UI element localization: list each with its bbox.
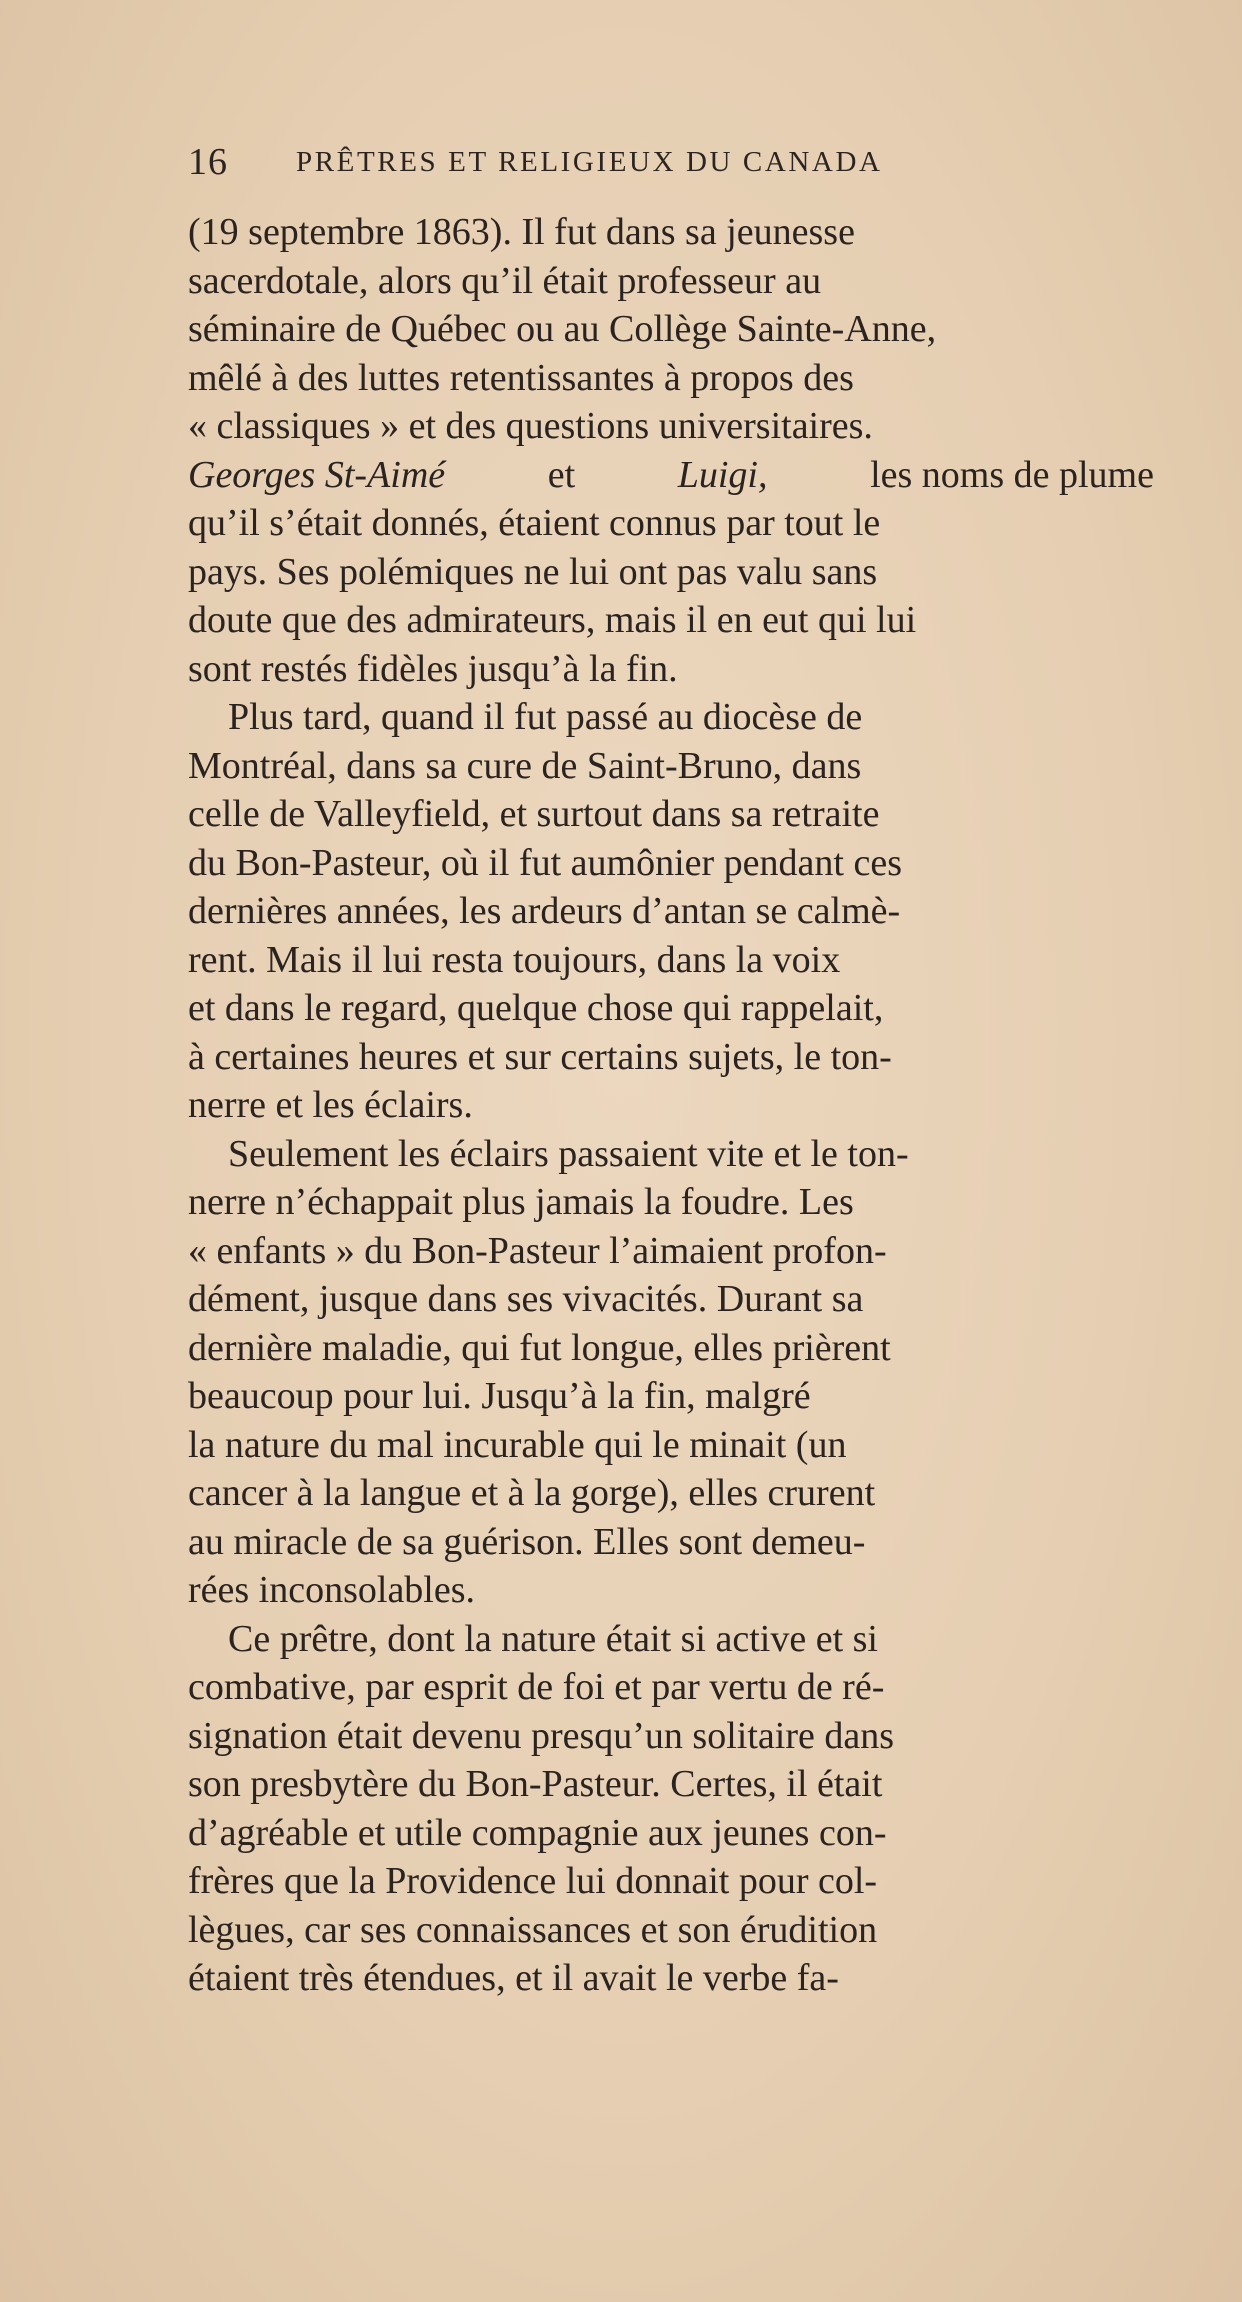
text-line: nerre n’échappait plus jamais la foudre. Les	[188, 1181, 854, 1223]
text-line: nerre et les éclairs.	[188, 1084, 473, 1126]
text-line: au miracle de sa guérison. Elles sont demeu-	[188, 1520, 866, 1563]
text-line: la nature du mal incurable qui le minait (un	[188, 1423, 847, 1466]
text-line: frères que la Providence lui donnait pour col-	[188, 1860, 878, 1902]
text-line: dernières années, les ardeurs d’antan se calmè-	[188, 890, 901, 932]
text-line: qu’il s’était donnés, étaient connus par tout le	[188, 502, 881, 544]
text-line: Seulement les éclairs passaient vite et le ton-	[228, 1132, 909, 1175]
text-line: « classiques » et des questions universitaires.	[188, 405, 873, 447]
text-line: doute que des admirateurs, mais il en eut qui lui	[188, 599, 917, 641]
body-text	[188, 208, 1154, 2003]
text-line: mêlé à des luttes retentissantes à propos des	[188, 356, 854, 399]
running-title: PRÊTRES ET RELIGIEUX DU CANADA	[296, 146, 883, 178]
page-header	[188, 140, 1048, 190]
text-line: rent. Mais il lui resta toujours, dans la voix	[188, 938, 841, 981]
text-line: sont restés fidèles jusqu’à la fin.	[188, 647, 678, 690]
text-line: Montréal, dans sa cure de Saint-Bruno, dans	[188, 744, 862, 787]
italic-pen-name: Luigi,	[677, 453, 768, 496]
text-line: « enfants » du Bon-Pasteur l’aimaient profon-	[188, 1229, 887, 1272]
text-line: lègues, car ses connaissances et son érudition	[188, 1908, 878, 1951]
text-line: dernière maladie, qui fut longue, elles prièrent	[188, 1326, 891, 1369]
paragraph-3	[188, 1130, 1154, 1615]
page-number: 16	[188, 141, 228, 183]
paragraph-2	[188, 693, 1154, 1130]
text-line: cancer à la langue et à la gorge), elles crurent	[188, 1472, 876, 1514]
text-line: dément, jusque dans ses vivacités. Durant sa	[188, 1278, 864, 1320]
text-line: pays. Ses polémiques ne lui ont pas valu sans	[188, 550, 878, 593]
paragraph-4	[188, 1615, 1154, 2003]
paragraph-1	[188, 208, 1154, 693]
text-line: rées inconsolables.	[188, 1569, 476, 1611]
text-line: Ce prêtre, dont la nature était si active et si	[228, 1617, 878, 1660]
text-line: séminaire de Québec ou au Collège Sainte-Anne,	[188, 308, 937, 350]
text-line: Plus tard, quand il fut passé au diocèse de	[228, 696, 863, 738]
text-line: celle de Valleyfield, et surtout dans sa retraite	[188, 793, 880, 835]
text-line: sacerdotale, alors qu’il était professeur au	[188, 259, 822, 302]
text-line: et dans le regard, quelque chose qui rappelait,	[188, 987, 884, 1029]
text-line: d’agréable et utile compagnie aux jeunes con-	[188, 1811, 887, 1854]
text-line: (19 septembre 1863). Il fut dans sa jeunesse	[188, 211, 855, 253]
text-line: son presbytère du Bon-Pasteur. Certes, il était	[188, 1763, 883, 1805]
text-line: du Bon-Pasteur, où il fut aumônier pendant ces	[188, 841, 902, 884]
italic-pen-name: Georges St-Aimé	[188, 453, 446, 496]
text-line: beaucoup pour lui. Jusqu’à la fin, malgré	[188, 1375, 811, 1417]
text-line: à certaines heures et sur certains sujets, le ton-	[188, 1035, 892, 1078]
text-line: étaient très étendues, et il avait le verbe fa-	[188, 1957, 839, 1999]
text-line: combative, par esprit de foi et par vertu de ré-	[188, 1666, 885, 1708]
text-line: signation était devenu presqu’un solitaire dans	[188, 1714, 894, 1757]
text-line: Georges St-Aimé et Luigi, les noms de plume	[188, 451, 1154, 500]
